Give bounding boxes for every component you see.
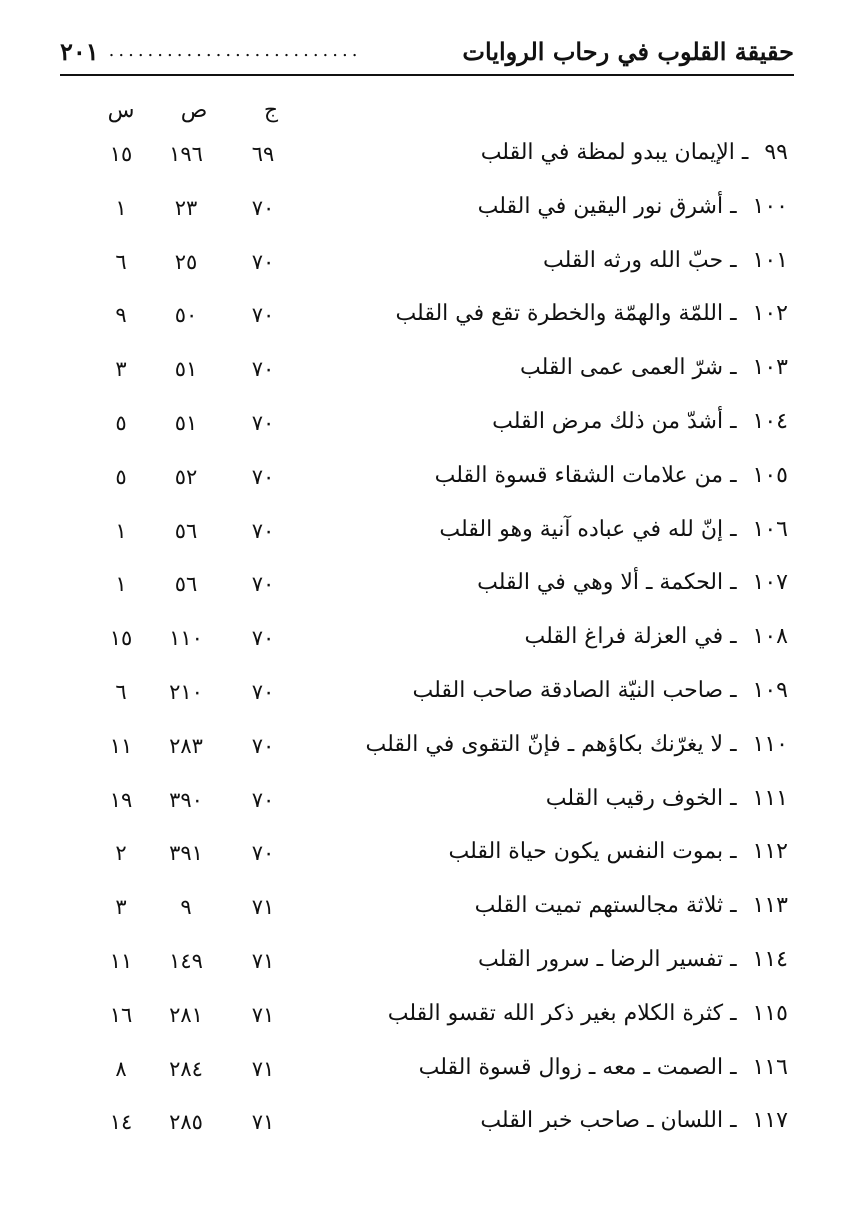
- entry-title-cell: [388, 1001, 788, 1026]
- line-cell: ٦: [115, 679, 127, 704]
- volume-cell: ٧٠: [251, 249, 275, 274]
- entry-title: ـ اللمّة والهمّة والخطرة تقع في القلب: [395, 301, 737, 327]
- entry-title: ـ الحكمة ـ ألا وهي في القلب: [477, 570, 737, 596]
- column-header-page: ص: [180, 98, 208, 123]
- table-row: [0, 562, 862, 616]
- page-cell: ٢٨٣: [169, 733, 203, 758]
- page-number: ٢٠١: [60, 36, 99, 66]
- volume-cell: ٧٠: [251, 679, 275, 704]
- entry-title: ـ من علامات الشقاء قسوة القلب: [434, 462, 737, 488]
- line-cell: ١٤: [109, 1110, 133, 1135]
- volume-cell: ٧٠: [251, 464, 275, 489]
- volume-cell: ٧٠: [251, 518, 275, 543]
- entry-title-cell: [546, 786, 788, 811]
- page-cell: ٢٣: [174, 195, 198, 220]
- line-cell: ٦: [115, 249, 127, 274]
- entry-title: ـ بموت النفس يكون حياة القلب: [448, 839, 737, 865]
- entry-number: ١٠٣: [752, 355, 788, 381]
- entry-title: ـ اللسان ـ صاحب خبر القلب: [480, 1108, 737, 1134]
- entry-title: ـ الإيمان يبدو لمظة في القلب: [480, 140, 749, 165]
- table-row: [0, 240, 862, 294]
- column-header-volume: ج: [263, 98, 279, 123]
- running-title: حقيقة القلوب في رحاب الروايات: [462, 36, 794, 66]
- entry-number: ١٠٢: [752, 301, 788, 327]
- table-row: [0, 132, 862, 186]
- line-cell: ٥: [115, 464, 127, 489]
- entry-number: ١٠٨: [752, 624, 788, 650]
- volume-cell: ٧٠: [251, 841, 275, 866]
- line-cell: ٣: [115, 357, 127, 382]
- entry-number: ١٠٥: [752, 462, 788, 488]
- table-row: [0, 885, 862, 939]
- entry-title-cell: [366, 732, 788, 757]
- entry-title: ـ صاحب النيّة الصادقة صاحب القلب: [412, 677, 737, 703]
- table-row: [0, 1100, 862, 1154]
- line-cell: ١: [115, 518, 127, 543]
- entry-title-cell: [419, 1055, 788, 1080]
- entry-title: ـ ثلاثة مجالستهم تميت القلب: [474, 893, 737, 919]
- entry-title: ـ شرّ العمى عمى القلب: [520, 355, 737, 381]
- entry-number: ١٠١: [752, 247, 788, 273]
- entry-title-cell: [413, 678, 788, 703]
- volume-cell: ٧١: [251, 895, 275, 920]
- line-cell: ١٥: [109, 626, 133, 651]
- entry-title: ـ لا يغرّنك بكاؤهم ـ فإنّ التقوى في القلب: [365, 731, 737, 757]
- volume-cell: ٧٠: [251, 303, 275, 328]
- table-row: [0, 939, 862, 993]
- line-cell: ١٩: [109, 787, 133, 812]
- entry-number: ١٠٦: [752, 516, 788, 542]
- page-cell: ٢٨٥: [169, 1110, 203, 1135]
- volume-cell: ٧٠: [251, 195, 275, 220]
- entry-title: ـ حبّ الله ورثه القلب: [543, 247, 737, 273]
- volume-cell: ٧٠: [251, 733, 275, 758]
- page-cell: ٣٩١: [169, 841, 203, 866]
- entry-number: ١٠٩: [752, 677, 788, 703]
- entry-title-cell: [475, 893, 788, 918]
- page-cell: ١٤٩: [169, 948, 203, 973]
- entry-title: ـ إنّ لله في عباده آنية وهو القلب: [439, 516, 737, 542]
- entry-title-cell: [524, 624, 788, 649]
- running-header: [60, 28, 794, 76]
- table-row: [0, 993, 862, 1047]
- table-row: [0, 724, 862, 778]
- volume-cell: ٦٩: [251, 142, 275, 166]
- entry-number: ١١٧: [752, 1108, 788, 1134]
- line-cell: ١: [115, 572, 127, 597]
- line-cell: ١: [115, 195, 127, 220]
- line-cell: ١١: [109, 733, 133, 758]
- entry-title: ـ أشرق نور اليقين في القلب: [477, 193, 737, 219]
- line-cell: ٢: [115, 841, 127, 866]
- entry-title-cell: [395, 301, 788, 326]
- line-cell: ١١: [109, 948, 133, 973]
- line-cell: ١٦: [109, 1002, 133, 1027]
- page-cell: ٥١: [174, 357, 198, 382]
- page-cell: ٥٦: [174, 518, 198, 543]
- entry-title: ـ في العزلة فراغ القلب: [524, 624, 737, 650]
- entry-number: ١١٢: [752, 839, 788, 865]
- entry-title: ـ الخوف رقيب القلب: [545, 785, 737, 811]
- volume-cell: ٧١: [251, 948, 275, 973]
- table-row: [0, 347, 862, 401]
- page-cell: ٥٠: [174, 303, 198, 328]
- volume-cell: ٧٠: [251, 410, 275, 435]
- entry-title: ـ كثرة الكلام بغير ذكر الله تقسو القلب: [387, 1000, 737, 1026]
- page-cell: ٢٨١: [169, 1002, 203, 1027]
- index-table: [0, 132, 862, 1154]
- column-header-line: س: [107, 98, 135, 123]
- entry-number: ١١٤: [752, 946, 788, 972]
- entry-title-cell: [439, 517, 788, 542]
- table-row: [0, 778, 862, 832]
- line-cell: ٩: [115, 303, 127, 328]
- table-row: [0, 509, 862, 563]
- entry-number: ٩٩: [764, 140, 788, 165]
- entry-number: ١١٦: [752, 1054, 788, 1080]
- page-cell: ٥٦: [174, 572, 198, 597]
- page-cell: ٢٨٤: [169, 1056, 203, 1081]
- entry-title: ـ أشدّ من ذلك مرض القلب: [492, 408, 737, 434]
- table-row: [0, 1047, 862, 1101]
- page-cell: ٥٢: [174, 464, 198, 489]
- volume-cell: ٧٠: [251, 787, 275, 812]
- volume-cell: ٧١: [251, 1002, 275, 1027]
- table-row: [0, 293, 862, 347]
- entry-title-cell: [480, 1108, 788, 1133]
- table-row: [0, 186, 862, 240]
- entry-title-cell: [481, 140, 788, 165]
- volume-cell: ٧١: [251, 1056, 275, 1081]
- entry-title-cell: [543, 248, 788, 273]
- entry-number: ١١١: [752, 785, 788, 811]
- entry-title-cell: [478, 194, 788, 219]
- entry-number: ١١٥: [752, 1000, 788, 1026]
- table-row: [0, 616, 862, 670]
- entry-title-cell: [477, 570, 788, 595]
- entry-number: ١١٠: [752, 731, 788, 757]
- entry-number: ١١٣: [752, 893, 788, 919]
- leader-dots: ..........................: [108, 42, 362, 60]
- entry-number: ١٠٠: [752, 193, 788, 219]
- entry-title-cell: [520, 355, 788, 380]
- entry-title: ـ الصمت ـ معه ـ زوال قسوة القلب: [418, 1054, 737, 1080]
- page-cell: ٣٩٠: [169, 787, 203, 812]
- volume-cell: ٧٠: [251, 626, 275, 651]
- page-cell: ٩: [180, 895, 192, 920]
- line-cell: ٥: [115, 410, 127, 435]
- volume-cell: ٧١: [251, 1110, 275, 1135]
- entry-title-cell: [478, 947, 788, 972]
- page-cell: ٢٥: [174, 249, 198, 274]
- entry-number: ١٠٤: [752, 408, 788, 434]
- table-row: [0, 670, 862, 724]
- table-row: [0, 455, 862, 509]
- volume-cell: ٧٠: [251, 357, 275, 382]
- line-cell: ١٥: [109, 142, 133, 166]
- page-cell: ٥١: [174, 410, 198, 435]
- entry-title-cell: [435, 463, 788, 488]
- page-cell: ٢١٠: [169, 679, 203, 704]
- table-row: [0, 831, 862, 885]
- entry-number: ١٠٧: [752, 570, 788, 596]
- page-cell: ١٩٦: [169, 142, 203, 166]
- line-cell: ٣: [115, 895, 127, 920]
- page-cell: ١١٠: [169, 626, 203, 651]
- entry-title: ـ تفسير الرضا ـ سرور القلب: [478, 946, 737, 972]
- line-cell: ٨: [115, 1056, 127, 1081]
- volume-cell: ٧٠: [251, 572, 275, 597]
- entry-title-cell: [448, 839, 788, 864]
- table-row: [0, 401, 862, 455]
- entry-title-cell: [492, 409, 788, 434]
